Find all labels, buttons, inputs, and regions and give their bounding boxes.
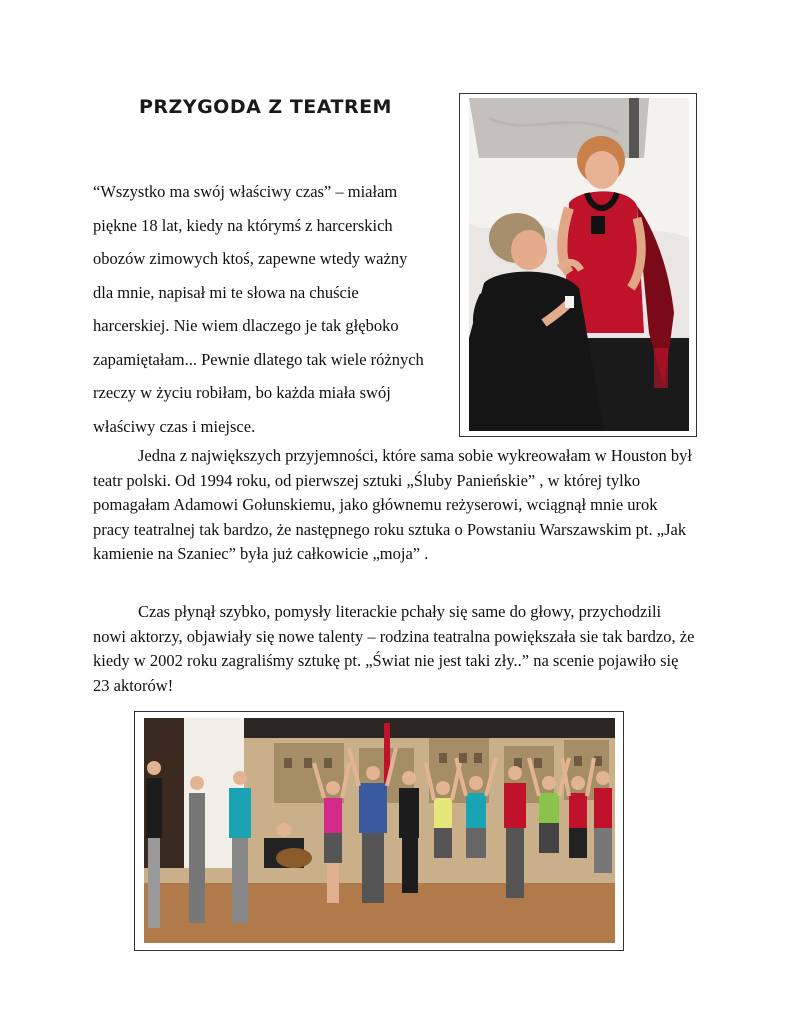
intro-line: dla mnie, napisał mi te słowa na chuście	[93, 282, 359, 302]
intro-line: zapamiętałam... Pewnie dlatego tak wiele różnych	[93, 349, 424, 369]
intro-line: obozów zimowych ktoś, zapewne wtedy ważny	[93, 249, 408, 268]
intro-line: piękne 18 lat, kiedy na którymś z harcerskich	[93, 215, 393, 235]
intro-line: harcerskiej. Nie wiem dlaczego je tak głęboko	[93, 316, 399, 335]
page-title: PRZYGODA Z TEATREM	[139, 96, 392, 118]
intro-line: “Wszystko ma swój właściwy czas” – miałam	[93, 182, 398, 201]
photo-cast	[144, 718, 615, 943]
intro-line: rzeczy w życiu robiłam, bo każda miała swój	[93, 383, 391, 402]
photo-frame-cast	[134, 711, 624, 951]
photo-frame-actresses	[459, 93, 697, 437]
intro-text	[93, 175, 463, 443]
intro-line: właściwy czas i miejsce.	[93, 416, 256, 436]
photo-actresses	[469, 98, 689, 431]
paragraph-theatre-growth: Czas płynął szybko, pomysły literackie pchały się same do głowy, przychodzili nowi aktorzy, objawiały się nowe talenty – rodzina teatralna powiększała sie tak bardzo, że kiedy w 2002 roku zagraliśmy sztukę pt. „Świat nie jest taki zły..” na scenie pojawiło się 23 aktorów!	[93, 602, 695, 695]
paragraph-theatre-history: Jedna z największych przyjemności, które sama sobie wykreowałam w Houston był teatr polski. Od 1994 roku, od pierwszej sztuki „Śluby Panieńskie” , w której tylko pomagałam Adamowi Gołunskiemu, jako głównemu reżyserowi, wciągnął mnie urok pracy teatralnej tak bardzo, że następnego roku sztuka o Powstaniu Warszawskim pt. „Jak kamienie na Szaniec” była już całkowicie „moja” .	[93, 446, 692, 563]
